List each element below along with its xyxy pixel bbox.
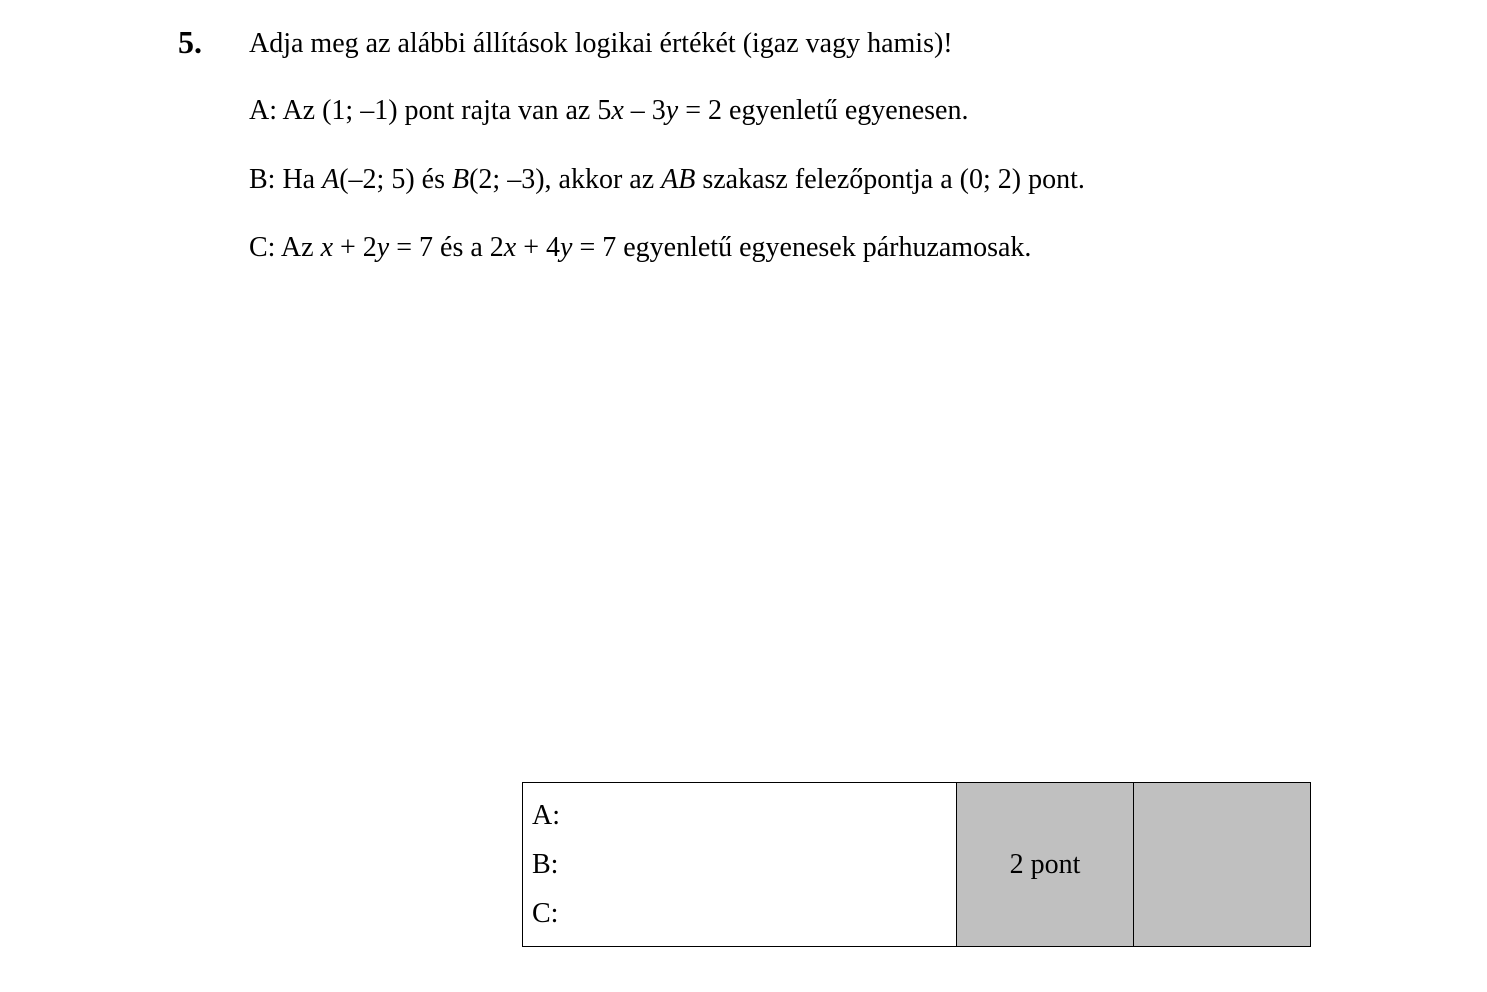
- task-number: 5.: [178, 24, 202, 60]
- statement-c-var-x1: x: [320, 232, 333, 263]
- statement-b-point-b: B: [451, 164, 470, 195]
- statement-c-var-y1: y: [376, 232, 390, 263]
- statement-a-var-x: x: [611, 95, 624, 126]
- statement-b-text-2: (–2; 5) és: [339, 164, 452, 195]
- answer-cell[interactable]: [523, 783, 957, 947]
- statement-b-segment-ab: AB: [661, 164, 696, 195]
- statement-c-var-x2: x: [503, 232, 517, 263]
- statement-a-text-2: – 3: [623, 95, 666, 126]
- statement-c-text-4: + 4: [516, 232, 561, 263]
- answer-label-c: C:: [532, 898, 559, 929]
- statement-b-text-3: (2; –3), akkor az: [469, 164, 662, 195]
- statement-c-text-5: = 7 egyenletű egyenesek párhuzamosak.: [572, 232, 1032, 263]
- points-cell: 2 pont: [957, 783, 1134, 947]
- statement-a-text-3: = 2 egyenletű egyenesen.: [678, 95, 969, 126]
- answer-table-row: [523, 783, 1311, 947]
- statement-b-point-a: A: [322, 164, 340, 195]
- statement-a-var-y: y: [665, 95, 679, 126]
- statement-c-text-2: + 2: [333, 232, 377, 263]
- statement-a: [249, 91, 968, 131]
- task-instruction: Adja meg az alábbi állítások logikai értékét (igaz vagy hamis)!: [249, 28, 953, 59]
- statement-b-text-1: B: Ha: [249, 164, 323, 195]
- statement-c-text-3: = 7 és a 2: [389, 232, 504, 263]
- statement-b: [249, 160, 1085, 200]
- statement-b-text-4: szakasz felezőpontja a (0; 2) pont.: [695, 164, 1085, 195]
- answer-table: [522, 782, 1311, 947]
- answer-label-a: A:: [532, 800, 560, 831]
- answer-label-b: B:: [532, 849, 559, 880]
- statement-a-text-1: A: Az (1; –1) pont rajta van az 5: [249, 95, 612, 126]
- statement-c-var-y2: y: [560, 232, 573, 263]
- answer-list: [523, 783, 956, 946]
- statement-c: [249, 228, 1031, 268]
- statement-c-text-1: C: Az: [249, 232, 321, 263]
- score-cell: [1134, 783, 1311, 947]
